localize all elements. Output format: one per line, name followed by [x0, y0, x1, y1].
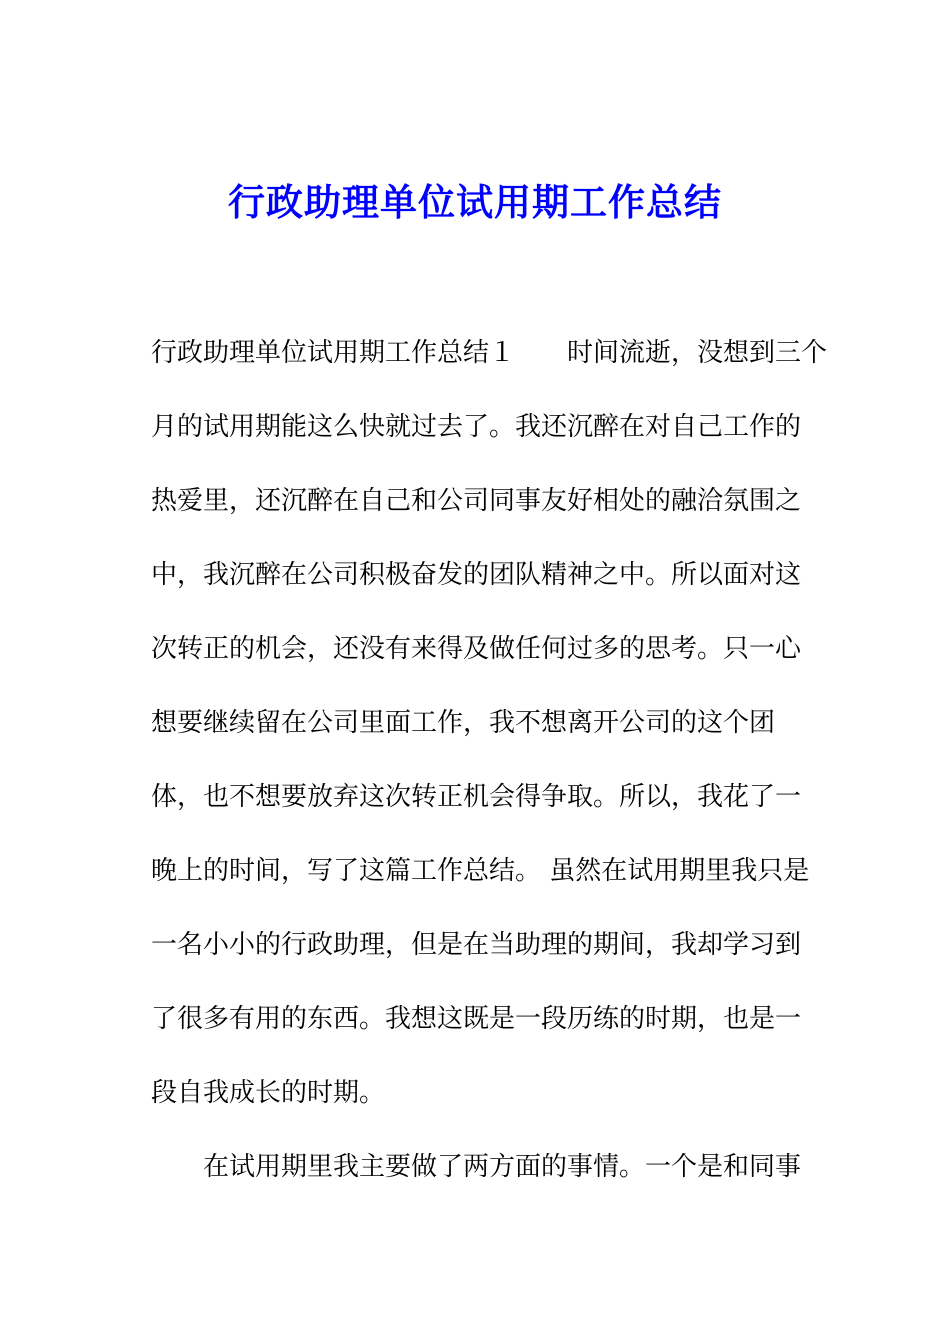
body-line: 月的试用期能这么快就过去了。我还沉醉在对自己工作的: [151, 412, 802, 442]
body-line: 想要继续留在公司里面工作，我不想离开公司的这个团: [151, 708, 776, 738]
body-line: 热爱里，还沉醉在自己和公司同事友好相处的融洽氛围之: [151, 486, 802, 516]
body-line: 晚上的时间，写了这篇工作总结。 虽然在试用期里我只是: [151, 856, 810, 886]
body-line: 中，我沉醉在公司积极奋发的团队精神之中。所以面对这: [151, 560, 802, 590]
body-line: 体，也不想要放弃这次转正机会得争取。所以，我花了一: [151, 782, 802, 812]
body-line: 行政助理单位试用期工作总结１ 时间流逝，没想到三个: [151, 338, 828, 368]
document-title: 行政助理单位试用期工作总结: [228, 180, 722, 224]
body-line: 次转正的机会，还没有来得及做任何过多的思考。只一心: [151, 634, 802, 664]
body-line: 一名小小的行政助理，但是在当助理的期间，我却学习到: [151, 930, 802, 960]
body-line: 在试用期里我主要做了两方面的事情。一个是和同事: [151, 1152, 802, 1182]
body-line: 段自我成长的时期。: [151, 1078, 386, 1108]
body-line: 了很多有用的东西。我想这既是一段历练的时期，也是一: [151, 1004, 802, 1034]
